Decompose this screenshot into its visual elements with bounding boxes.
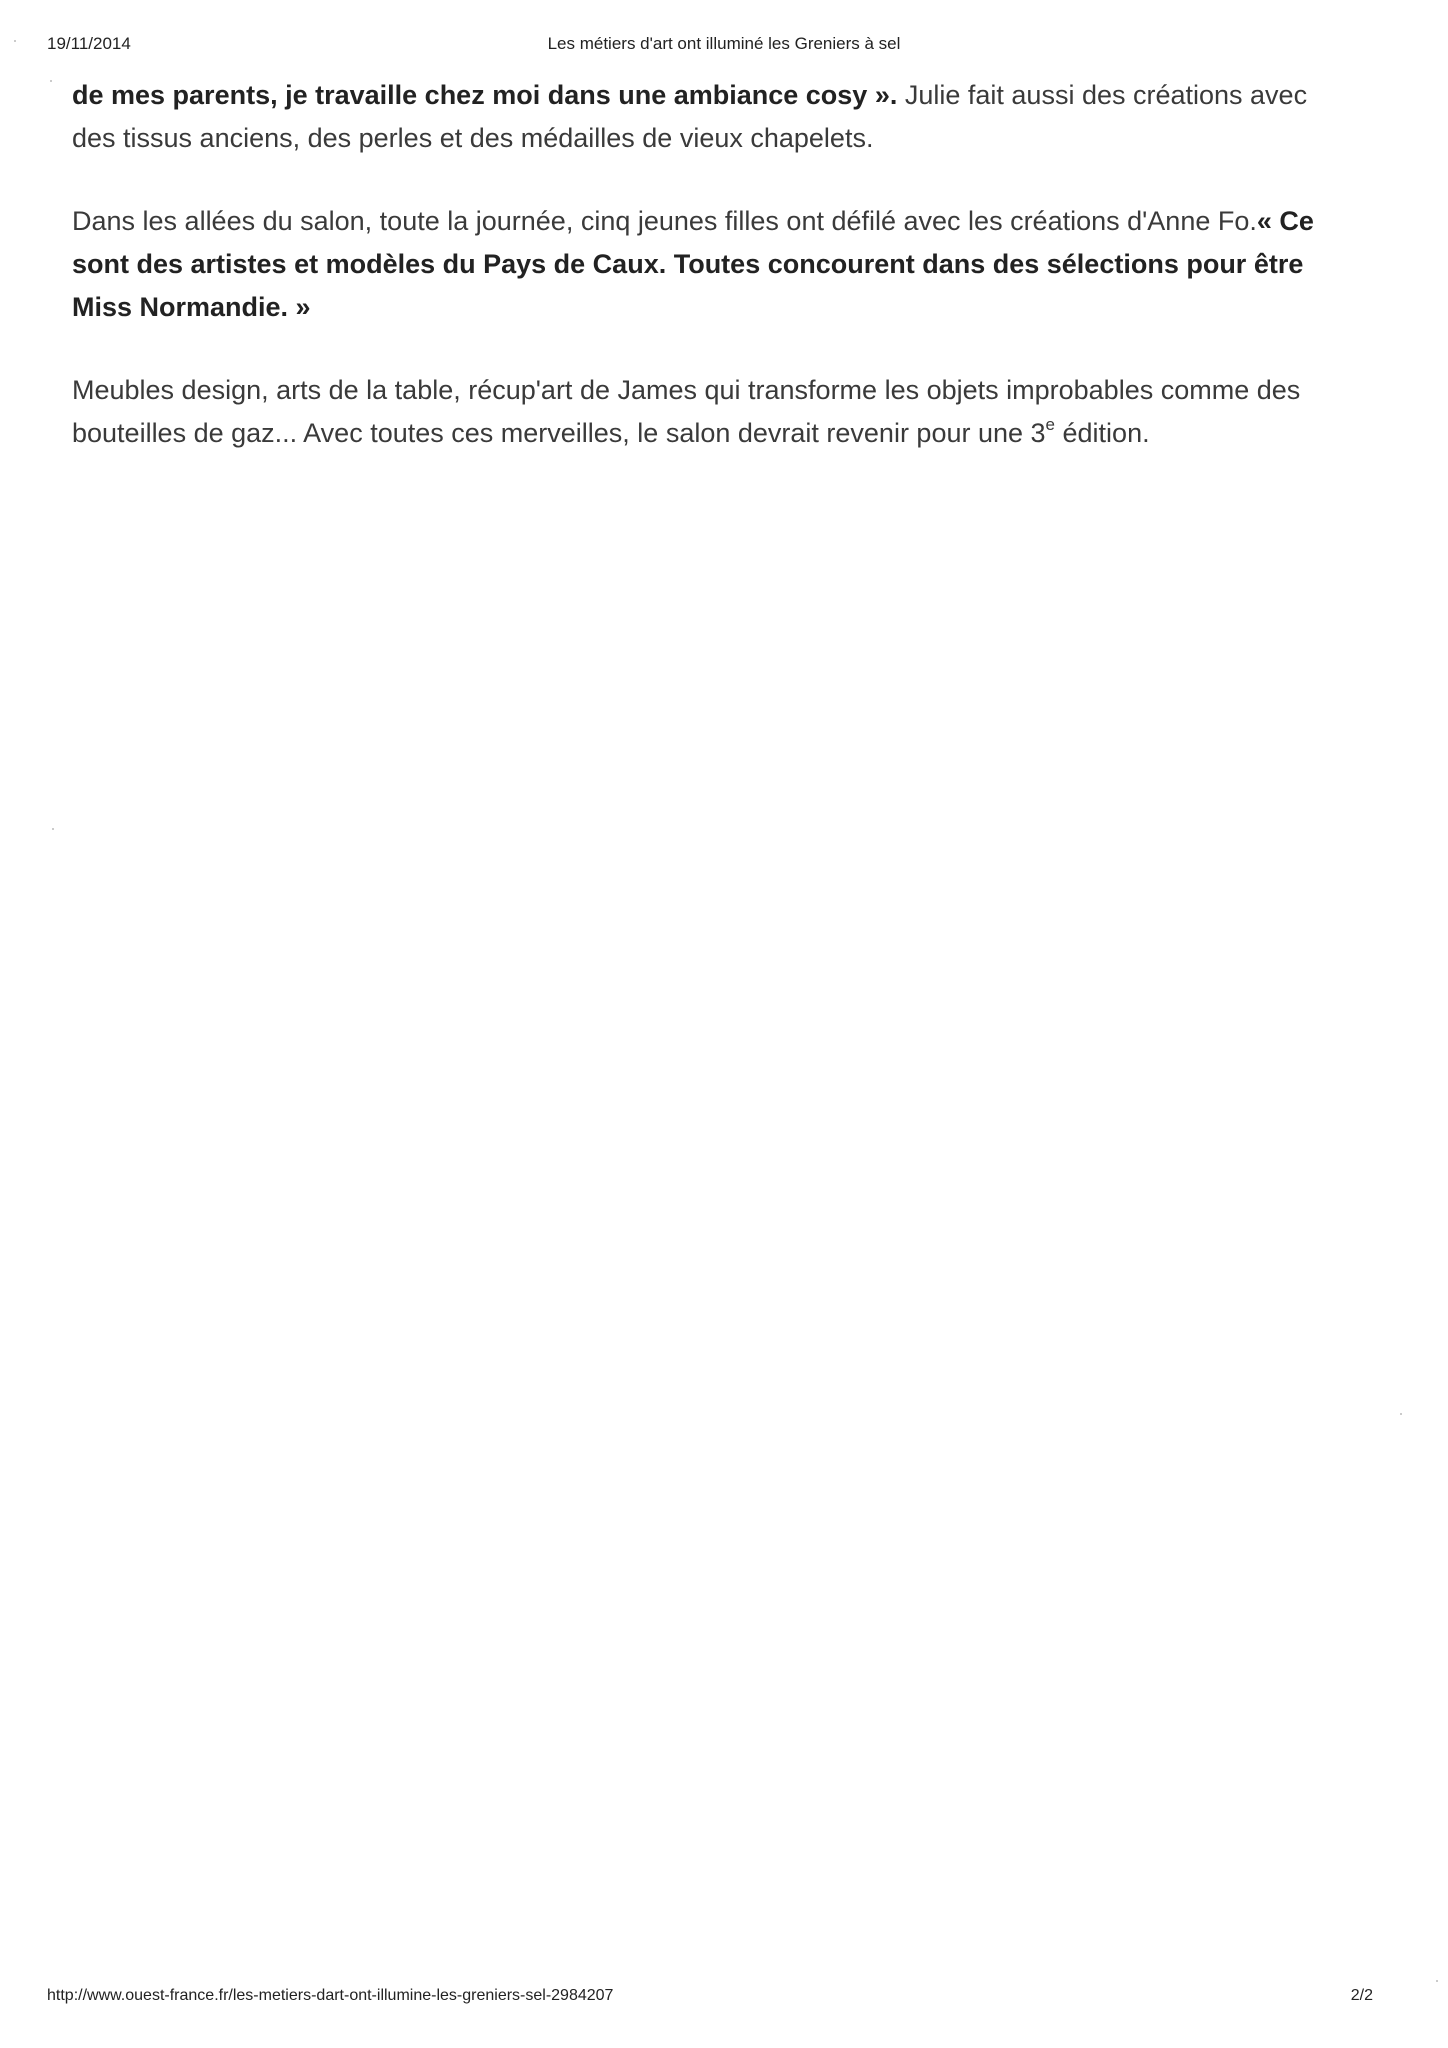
scan-speck [1400, 1413, 1402, 1415]
print-page-title: Les métiers d'art ont illuminé les Greniers à sel [547, 34, 901, 53]
paragraph-text: Julie fait aussi des créations avec des tissus anciens, des perles et des médailles de vieux chapelets. [72, 80, 1308, 153]
paragraph-1 [72, 74, 1342, 160]
page-number: 2/2 [1350, 1987, 1373, 2004]
ordinal-superscript: e [1045, 415, 1056, 434]
scan-speck [14, 40, 16, 42]
print-date: 19/11/2014 [47, 34, 131, 53]
paragraph-3 [72, 369, 1342, 455]
scan-speck [1436, 1980, 1438, 1982]
quote-bold: « Ce sont des artistes et modèles du Pays de Caux. Toutes concourent dans des sélections pour être Miss Normandie. » [72, 206, 1314, 322]
source-url: http://www.ouest-france.fr/les-metiers-dart-ont-illumine-les-greniers-sel-2984207 [47, 1987, 614, 2004]
paragraph-text-end: édition. [1055, 418, 1150, 448]
paragraph-text: Meubles design, arts de la table, récup'art de James qui transforme les objets improbables comme des bouteilles de gaz... Avec toutes ces merveilles, le salon devrait revenir pour une 3 [72, 375, 1301, 448]
article-body [72, 74, 1342, 495]
paragraph-text: Dans les allées du salon, toute la journée, cinq jeunes filles ont défilé avec les créations d'Anne Fo. [72, 206, 1257, 236]
scan-speck [52, 828, 54, 830]
scan-speck [50, 80, 52, 82]
quote-bold: de mes parents, je travaille chez moi dans une ambiance cosy ». [72, 80, 898, 110]
paragraph-2 [72, 200, 1342, 329]
